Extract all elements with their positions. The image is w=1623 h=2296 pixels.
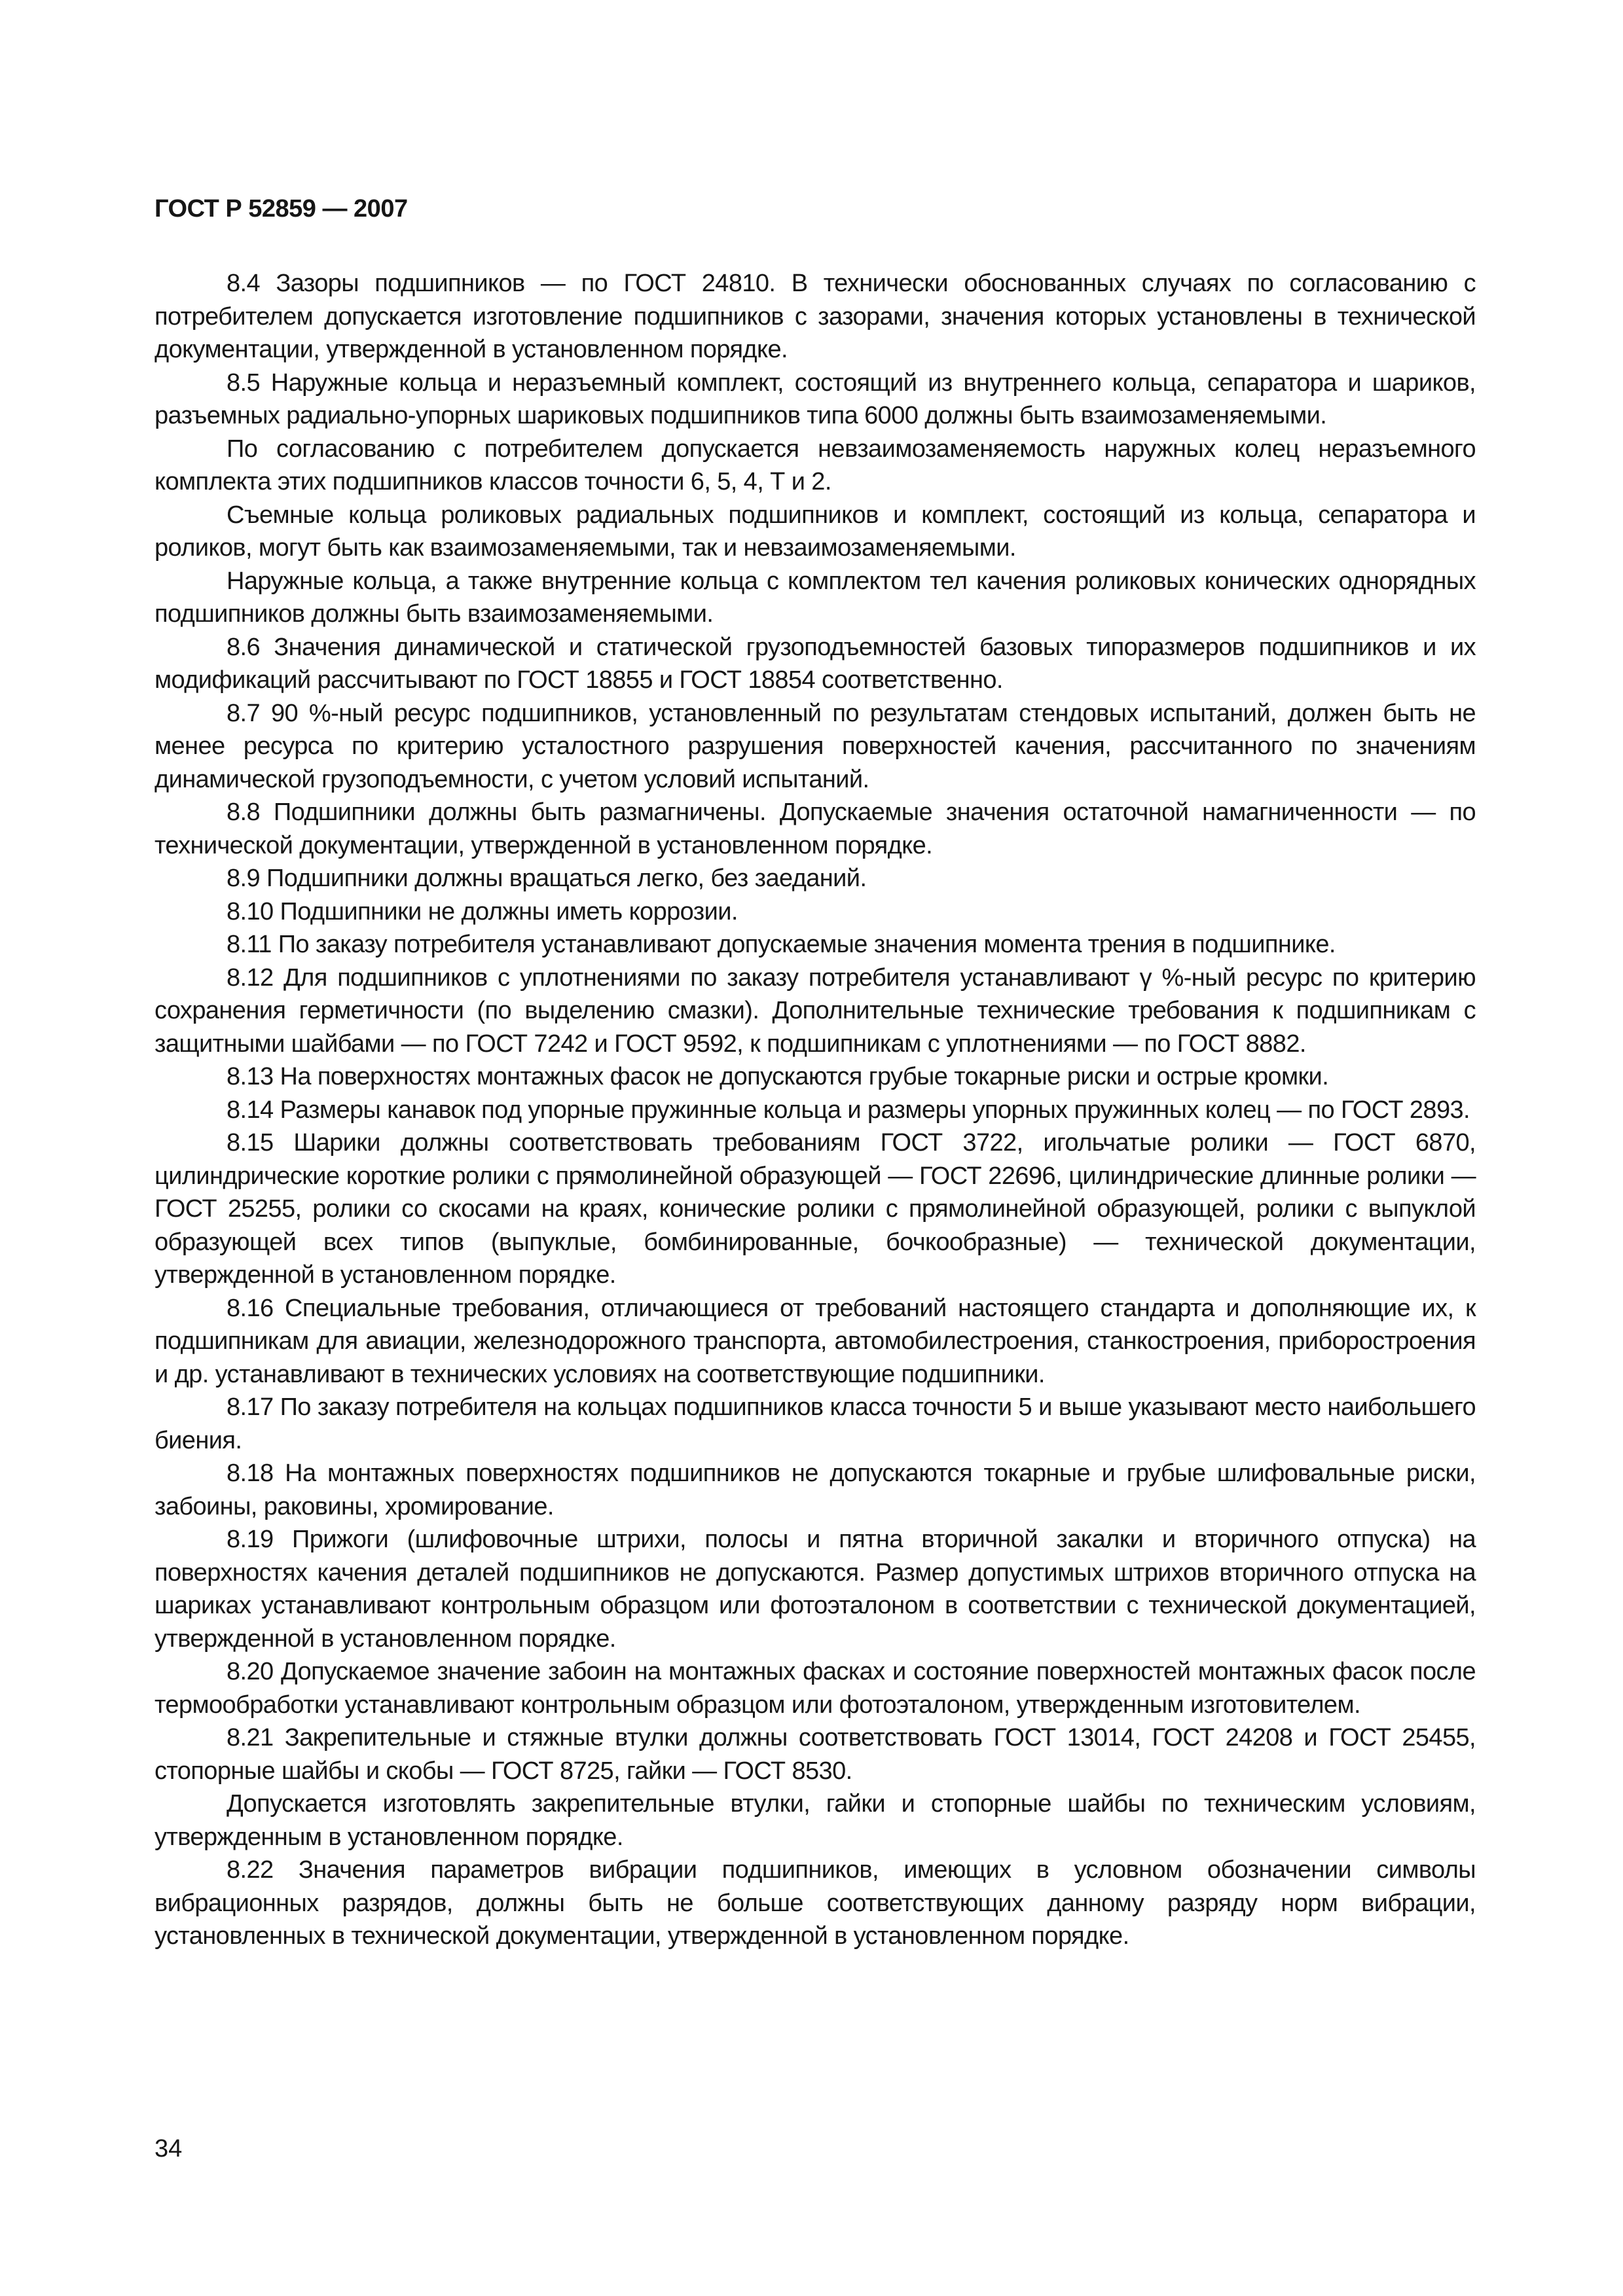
document-body (155, 267, 1476, 1953)
paragraph-8-5-agreement: По согласованию с потребителем допускается невзаимозаменяемость наружных колец неразъемного комплекта этих подшипников классов точности 6, 5, 4, Т и 2. (155, 435, 1476, 495)
paragraph-8-19: 8.19 Прижоги (шлифовочные штрихи, полосы и пятна вторичной закалки и вторичного отпуска) на поверхностях качения деталей подшипников не допускаются. Размер допустимых штрихов вторичного отпуска на шариках устанавливают контрольным образцом или фотоэталоном в соответствии с технической документацией, утвержденной в установленном порядке. (155, 1526, 1476, 1653)
paragraph-8-21-sleeves: Допускается изготовлять закрепительные втулки, гайки и стопорные шайбы по техническим условиям, утвержденным в установленном порядке. (155, 1790, 1476, 1851)
paragraph-8-8: 8.8 Подшипники должны быть размагничены. Допускаемые значения остаточной намагниченности — по технической документации, утвержденной в установленном порядке. (155, 798, 1476, 859)
paragraph-8-6: 8.6 Значения динамической и статической грузоподъемностей базовых типоразмеров подшипников и их модификаций рассчитывают по ГОСТ 18855 и ГОСТ 18854 соответственно. (155, 633, 1476, 694)
paragraph-8-20: 8.20 Допускаемое значение забоин на монтажных фасках и состояние поверхностей монтажных фасок после термообработки устанавливают контрольным образцом или фотоэталоном, утвержденным изготовителем. (155, 1658, 1476, 1719)
paragraph-8-5-outer-rings: Наружные кольца, а также внутренние кольца с комплектом тел качения роликовых конических однорядных подшипников должны быть взаимозаменяемыми. (155, 567, 1476, 628)
paragraph-8-9: 8.9 Подшипники должны вращаться легко, без заеданий. (227, 865, 867, 892)
paragraph-8-12: 8.12 Для подшипников с уплотнениями по заказу потребителя устанавливают γ %-ный ресурс по критерию сохранения герметичности (по выделению смазки). Дополнительные технические требования к подшипникам с защитными шайбами — по ГОСТ 7242 и ГОСТ 9592, к подшипникам с уплотнениями — по ГОСТ 8882. (155, 963, 1476, 1058)
paragraph-8-13: 8.13 На поверхностях монтажных фасок не допускаются грубые токарные риски и острые кромки. (227, 1063, 1329, 1090)
document-header: ГОСТ Р 52859 — 2007 (155, 195, 408, 223)
page-number: 34 (155, 2135, 183, 2162)
paragraph-8-10: 8.10 Подшипники не должны иметь коррозии. (227, 897, 738, 925)
paragraph-8-14: 8.14 Размеры канавок под упорные пружинные кольца и размеры упорных пружинных колец — по ГОСТ 2893. (227, 1096, 1470, 1124)
paragraph-8-18: 8.18 На монтажных поверхностях подшипников не допускаются токарные и грубые шлифовальные риски, забоины, раковины, хромирование. (155, 1460, 1476, 1520)
paragraph-8-17: 8.17 По заказу потребителя на кольцах подшипников класса точности 5 и выше указывают место наибольшего биения. (155, 1393, 1476, 1454)
paragraph-8-15: 8.15 Шарики должны соответствовать требованиям ГОСТ 3722, игольчатые ролики — ГОСТ 6870, цилиндрические короткие ролики с прямолинейной образующей — ГОСТ 22696, цилиндрические длинные ролики — ГОСТ 25255, ролики со скосами на краях, конические ролики с прямолинейной образующей, ролики с выпуклой образующей всех типов (выпуклые, бомбинированные, бочкообразные) — технической документации, утвержденной в установленном порядке. (155, 1129, 1476, 1289)
paragraph-8-7: 8.7 90 %-ный ресурс подшипников, установленный по результатам стендовых испытаний, должен быть не менее ресурса по критерию усталостного разрушения поверхностей качения, рассчитанного по значениям динамической грузоподъемности, с учетом условий испытаний. (155, 699, 1476, 793)
paragraph-8-21: 8.21 Закрепительные и стяжные втулки должны соответствовать ГОСТ 13014, ГОСТ 24208 и ГОСТ 25455, стопорные шайбы и скобы — ГОСТ 8725, гайки — ГОСТ 8530. (155, 1724, 1476, 1785)
paragraph-8-22: 8.22 Значения параметров вибрации подшипников, имеющих в условном обозначении символы вибрационных разрядов, должны быть не больше соответствующих данному разряду норм вибрации, установленных в технической документации, утвержденной в установленном порядке. (155, 1856, 1476, 1950)
paragraph-8-4: 8.4 Зазоры подшипников — по ГОСТ 24810. В технически обоснованных случаях по согласованию с потребителем допускается изготовление подшипников с зазорами, значения которых установлены в технической документации, утвержденной в установленном порядке. (155, 270, 1476, 363)
paragraph-8-16: 8.16 Специальные требования, отличающиеся от требований настоящего стандарта и дополняющие их, к подшипникам для авиации, железнодорожного транспорта, автомобилестроения, станкостроения, приборостроения и др. устанавливают в технических условиях на соответствующие подшипники. (155, 1294, 1476, 1388)
paragraph-8-5-removable-rings: Съемные кольца роликовых радиальных подшипников и комплект, состоящий из кольца, сепаратора и роликов, могут быть как взаимозаменяемыми, так и невзаимозаменяемыми. (155, 501, 1476, 562)
paragraph-8-11: 8.11 По заказу потребителя устанавливают допускаемые значения момента трения в подшипнике. (227, 931, 1336, 958)
paragraph-8-5: 8.5 Наружные кольца и неразъемный комплект, состоящий из внутреннего кольца, сепаратора и шариков, разъемных радиально-упорных шариковых подшипников типа 6000 должны быть взаимозаменяемыми. (155, 368, 1476, 429)
